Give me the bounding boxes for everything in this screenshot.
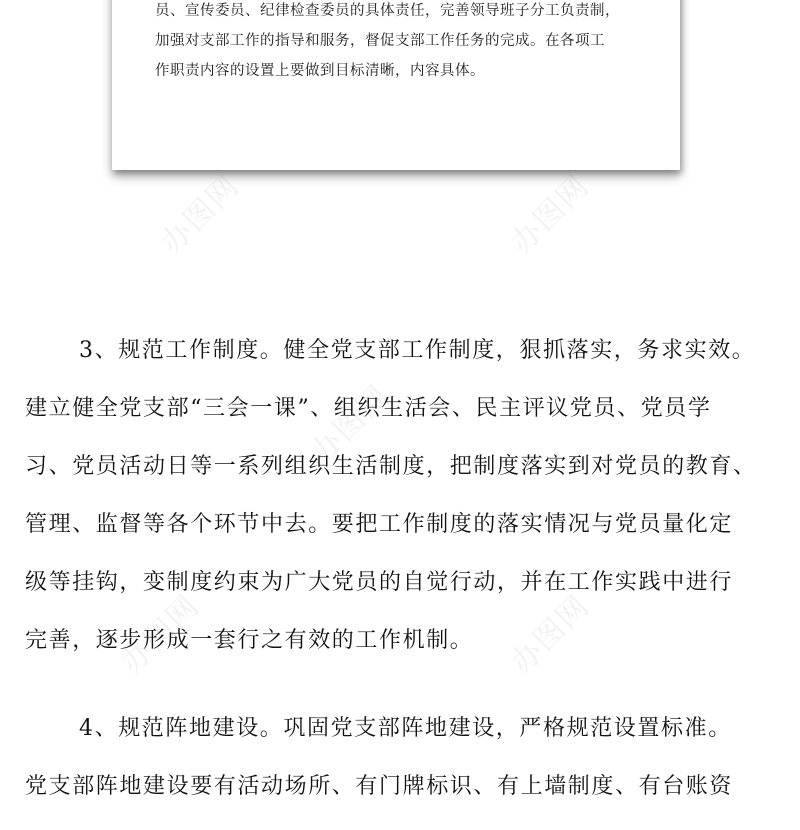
summary-card-text <box>155 0 665 92</box>
card-line: 加强对支部工作的指导和服务，督促支部工作任务的完成。在各项工 <box>155 33 605 49</box>
paragraph-line: 建立健全党支部“三会一课”、组织生活会、民主评议党员、党员学 <box>25 396 712 421</box>
section-3-paragraph <box>25 336 785 684</box>
paragraph-line: 习、党员活动日等一系列组织生活制度，把制度落实到对党员的教育、 <box>25 454 757 479</box>
watermark-text: 办图网 <box>504 168 597 261</box>
card-line: 作职责内容的设置上要做到目标清晰，内容具体。 <box>155 63 485 79</box>
paragraph-line: 3、规范工作制度。健全党支部工作制度，狠抓落实，务求实效。 <box>79 338 756 363</box>
watermark-text: 办图网 <box>114 588 207 681</box>
watermark-text: 办图网 <box>504 588 597 681</box>
paragraph-line: 完善，逐步形成一套行之有效的工作机制。 <box>25 628 474 653</box>
paragraph-line: 管理、监督等各个环节中去。要把工作制度的落实情况与党员量化定 <box>25 512 734 537</box>
watermark-text: 办图网 <box>154 168 247 261</box>
paragraph-line: 4、规范阵地建设。巩固党支部阵地建设，严格规范设置标准。 <box>79 716 732 741</box>
watermark-text: 办图网 <box>304 378 397 471</box>
card-line: 员、宣传委员、纪律检查委员的具体责任，完善领导班子分工负责制， <box>155 3 620 19</box>
section-4-paragraph <box>25 714 785 830</box>
paragraph-line: 级等挂钩，变制度约束为广大党员的自觉行动，并在工作实践中进行 <box>25 570 734 595</box>
paragraph-line: 党支部阵地建设要有活动场所、有门牌标识、有上墙制度、有台账资 <box>25 774 734 799</box>
